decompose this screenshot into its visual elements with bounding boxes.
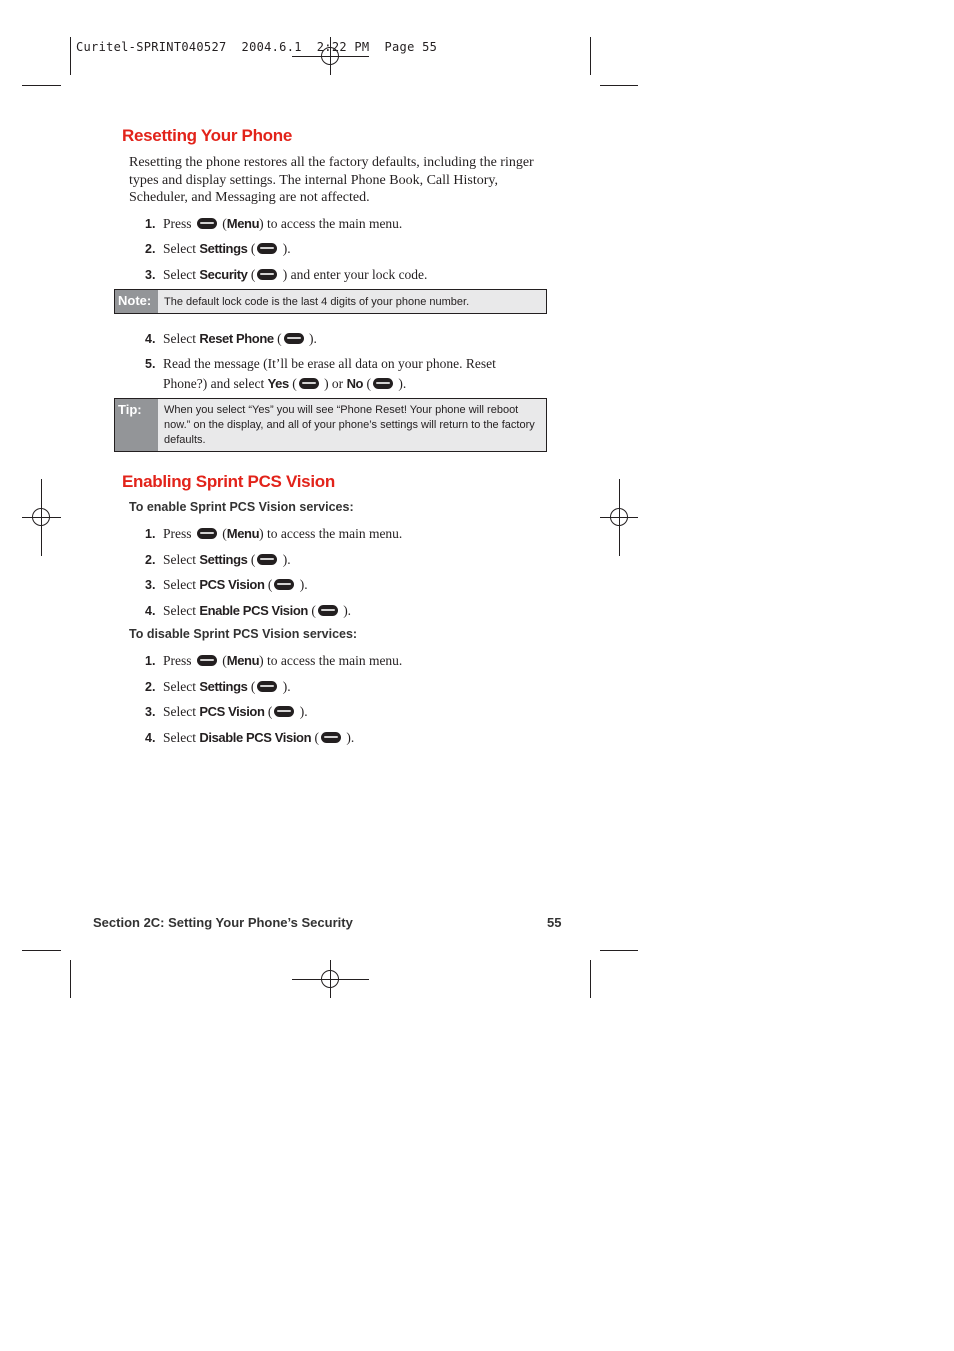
disable-step-4: 4. Select Disable PCS Vision ( ). [145,730,355,745]
nine-key-icon [257,554,277,565]
reset-step-4: 4. Select Reset Phone ( ). [145,331,317,346]
nine-key-icon [257,681,277,692]
note-text: The default lock code is the last 4 digits of your phone number. [164,296,470,308]
three-key-icon [274,706,294,717]
eight-key-icon [284,333,304,344]
reset-step-1: 1. Press (Menu) to access the main menu. [145,216,403,231]
footer-section: Section 2C: Setting Your Phone’s Security [93,915,353,930]
disable-step-2: 2. Select Settings ( ). [145,679,291,694]
disable-step-1: 1. Press (Menu) to access the main menu. [145,653,403,668]
nine-key-icon [257,243,277,254]
section-title-vision: Enabling Sprint PCS Vision [122,472,335,491]
section-title-resetting: Resetting Your Phone [122,126,293,145]
tip-box [114,398,547,452]
enable-step-1: 1. Press (Menu) to access the main menu. [145,526,403,541]
enable-step-2: 2. Select Settings ( ). [145,552,291,567]
tip-label: Tip: [115,399,158,451]
menu-key-icon [197,655,217,666]
enable-step-3: 3. Select PCS Vision ( ). [145,577,308,592]
enable-step-4: 4. Select Enable PCS Vision ( ). [145,603,352,618]
three-key-icon [274,579,294,590]
reset-step-2: 2. Select Settings ( ). [145,241,291,256]
page-number: 55 [547,915,562,930]
disable-heading: To disable Sprint PCS Vision services: [129,627,358,641]
eight-key-icon [257,269,277,280]
menu-key-icon [197,218,217,229]
reset-step-3: 3. Select Security ( ) and enter your lock code. [145,267,428,282]
note-box [114,289,547,314]
resetting-intro: Resetting the phone restores all the factory defaults, including the ringer types and display settings. The internal Phone Book, Call History, Scheduler, and Messaging are not affected. [129,155,534,205]
yes-softkey-icon [299,378,319,389]
menu-key-icon [197,528,217,539]
no-softkey-icon [373,378,393,389]
tip-text: When you select “Yes” you will see “Phone Reset! Your phone will reboot now.” on the display, and all of your phone’s settings will return to the factory defaults. [164,404,535,446]
one-key-icon [318,605,338,616]
one-key-icon [321,732,341,743]
reset-step-5: 5. Read the message (It’ll be erase all data on your phone. Reset Phone?) and select Yes ( ) or No ( ). [145,356,496,391]
print-slug: Curitel-SPRINT040527 2004.6.1 2:22 PM Page 55 [76,40,438,54]
enable-heading: To enable Sprint PCS Vision services: [129,500,354,514]
note-label: Note: [115,290,158,313]
disable-step-3: 3. Select PCS Vision ( ). [145,704,308,719]
